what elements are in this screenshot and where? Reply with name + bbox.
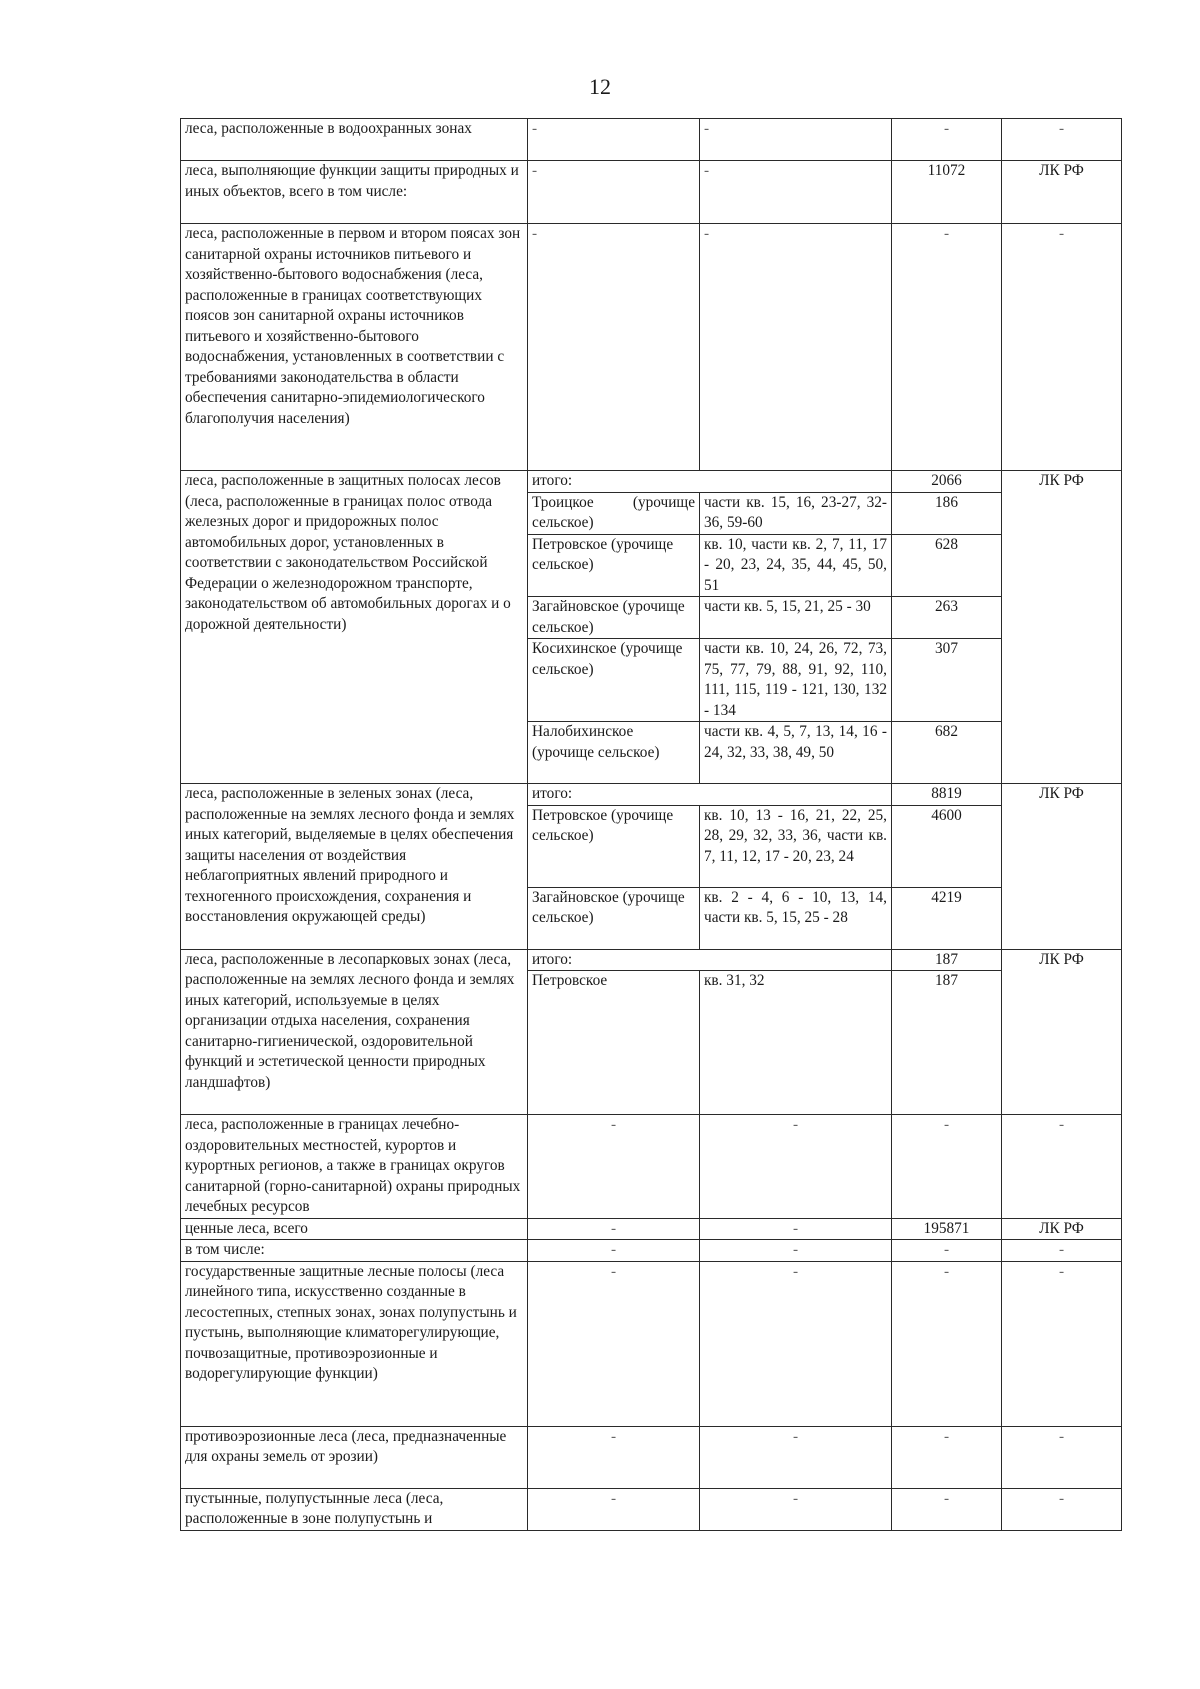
category-cell: ценные леса, всего	[181, 1218, 528, 1240]
blocks-cell: -	[700, 1218, 892, 1240]
area-cell: 628	[892, 534, 1002, 597]
category-cell: государственные защитные лесные полосы (леса линейного типа, искусственно созданные в лесостепных, степных зонах, зонах полупустынь и пустынь, выполняющие климаторегулирующие, почвозащитные, противоэрозионные и водорегулирующие функции)	[181, 1261, 528, 1426]
blocks-cell: -	[700, 161, 892, 224]
blocks-cell: части кв. 15, 16, 23-27, 32-36, 59-60	[700, 492, 892, 534]
forest-protection-table	[180, 118, 1122, 1531]
location-cell: Петровское (урочище сельское)	[528, 534, 700, 597]
category-cell: леса, расположенные в защитных полосах лесов (леса, расположенные в границах полос отвода железных дорог и придорожных полос автомобильных дорог, установленных в соответствии с законодательством Российской Федерации о железнодорожном транспорте, законодательством об автомобильных дорогах и о дорожной деятельности)	[181, 471, 528, 784]
location-cell: Косихинское (урочище сельское)	[528, 639, 700, 722]
category-cell: леса, расположенные в первом и втором поясах зон санитарной охраны источников питьевого и хозяйственно-бытового водоснабжения (леса, расположенные в границах соответствующих поясов зон санитарной охраны источников питьевого и хозяйственно-бытового водоснабжения, установленных в соответствии с требованиями законодательства в области обеспечения санитарно-эпидемиологического благополучия населения)	[181, 224, 528, 471]
area-cell: -	[892, 1240, 1002, 1262]
area-cell: 4600	[892, 805, 1002, 887]
basis-cell: ЛК РФ	[1002, 161, 1122, 224]
blocks-cell: части кв. 4, 5, 7, 13, 14, 16 - 24, 32, 33, 38, 49, 50	[700, 722, 892, 784]
table-row	[181, 1115, 1122, 1219]
location-cell: -	[528, 224, 700, 471]
basis-cell: ЛК РФ	[1002, 1218, 1122, 1240]
location-cell: -	[528, 119, 700, 161]
total-label: итого:	[528, 949, 892, 971]
area-cell: 307	[892, 639, 1002, 722]
area-cell: -	[892, 224, 1002, 471]
location-cell: Петровское (урочище сельское)	[528, 805, 700, 887]
area-cell: 187	[892, 971, 1002, 1115]
area-cell: 263	[892, 597, 1002, 639]
blocks-cell: -	[700, 1261, 892, 1426]
area-cell: -	[892, 119, 1002, 161]
area-cell: -	[892, 1488, 1002, 1530]
basis-cell: ЛК РФ	[1002, 784, 1122, 950]
category-cell: леса, расположенные в зеленых зонах (леса, расположенные на землях лесного фонда и землях иных категорий, выделяемые в целях обеспечения защиты населения от воздействия неблагоприятных явлений природного и техногенного происхождения, сохранения и восстановления окружающей среды)	[181, 784, 528, 950]
blocks-cell: кв. 10, части кв. 2, 7, 11, 17 - 20, 23, 24, 35, 44, 45, 50, 51	[700, 534, 892, 597]
location-cell: Троицкое (урочище сельское)	[528, 492, 700, 534]
category-cell: в том числе:	[181, 1240, 528, 1262]
total-area: 8819	[892, 784, 1002, 806]
basis-cell: ЛК РФ	[1002, 949, 1122, 1115]
blocks-cell: -	[700, 1488, 892, 1530]
total-area: 2066	[892, 471, 1002, 493]
area-cell: 682	[892, 722, 1002, 784]
total-area: 187	[892, 949, 1002, 971]
location-cell: -	[528, 1115, 700, 1219]
blocks-cell: -	[700, 224, 892, 471]
area-cell: -	[892, 1115, 1002, 1219]
area-cell: 11072	[892, 161, 1002, 224]
table-row	[181, 949, 1122, 971]
category-cell: леса, расположенные в лесопарковых зонах (леса, расположенные на землях лесного фонда и землях иных категорий, используемые в целях организации отдыха населения, сохранения санитарно-гигиенической, оздоровительной функций и эстетической ценности природных ландшафтов)	[181, 949, 528, 1115]
category-cell: леса, расположенные в водоохранных зонах	[181, 119, 528, 161]
basis-cell: ЛК РФ	[1002, 471, 1122, 784]
category-cell: пустынные, полупустынные леса (леса, расположенные в зоне полупустынь и	[181, 1488, 528, 1530]
location-cell: -	[528, 1426, 700, 1488]
table-row	[181, 1261, 1122, 1426]
total-label: итого:	[528, 471, 892, 493]
blocks-cell: -	[700, 1115, 892, 1219]
area-cell: -	[892, 1426, 1002, 1488]
basis-cell: -	[1002, 1426, 1122, 1488]
location-cell: Загайновское (урочище сельское)	[528, 597, 700, 639]
blocks-cell: кв. 10, 13 - 16, 21, 22, 25, 28, 29, 32, 33, 36, части кв. 7, 11, 12, 17 - 20, 23, 24	[700, 805, 892, 887]
basis-cell: -	[1002, 1261, 1122, 1426]
total-label: итого:	[528, 784, 892, 806]
table-row	[181, 1240, 1122, 1262]
basis-cell: -	[1002, 1488, 1122, 1530]
basis-cell: -	[1002, 119, 1122, 161]
table-row	[181, 161, 1122, 224]
blocks-cell: кв. 31, 32	[700, 971, 892, 1115]
area-cell: 195871	[892, 1218, 1002, 1240]
page-number: 12	[589, 74, 611, 99]
basis-cell: -	[1002, 1115, 1122, 1219]
blocks-cell: кв. 2 - 4, 6 - 10, 13, 14, части кв. 5, 15, 25 - 28	[700, 887, 892, 949]
table-row	[181, 471, 1122, 493]
location-cell: -	[528, 1240, 700, 1262]
area-cell: 186	[892, 492, 1002, 534]
location-cell: -	[528, 1261, 700, 1426]
category-cell: противоэрозионные леса (леса, предназначенные для охраны земель от эрозии)	[181, 1426, 528, 1488]
blocks-cell: части кв. 5, 15, 21, 25 - 30	[700, 597, 892, 639]
table-row	[181, 119, 1122, 161]
area-cell: 4219	[892, 887, 1002, 949]
area-cell: -	[892, 1261, 1002, 1426]
category-cell: леса, расположенные в границах лечебно-оздоровительных местностей, курортов и курортных регионов, а также в границах округов санитарной (горно-санитарной) охраны природных лечебных ресурсов	[181, 1115, 528, 1219]
basis-cell: -	[1002, 224, 1122, 471]
blocks-cell: -	[700, 1240, 892, 1262]
location-cell: -	[528, 1488, 700, 1530]
table-row	[181, 784, 1122, 806]
location-cell: Налобихинское (урочище сельское)	[528, 722, 700, 784]
table-row	[181, 1218, 1122, 1240]
location-cell: Петровское	[528, 971, 700, 1115]
table-row	[181, 224, 1122, 471]
blocks-cell: части кв. 10, 24, 26, 72, 73, 75, 77, 79, 88, 91, 92, 110, 111, 115, 119 - 121, 130, 132 - 134	[700, 639, 892, 722]
table-row	[181, 1488, 1122, 1530]
category-cell: леса, выполняющие функции защиты природных и иных объектов, всего в том числе:	[181, 161, 528, 224]
location-cell: -	[528, 161, 700, 224]
blocks-cell: -	[700, 1426, 892, 1488]
location-cell: -	[528, 1218, 700, 1240]
blocks-cell: -	[700, 119, 892, 161]
basis-cell: -	[1002, 1240, 1122, 1262]
location-cell: Загайновское (урочище сельское)	[528, 887, 700, 949]
table-row	[181, 1426, 1122, 1488]
